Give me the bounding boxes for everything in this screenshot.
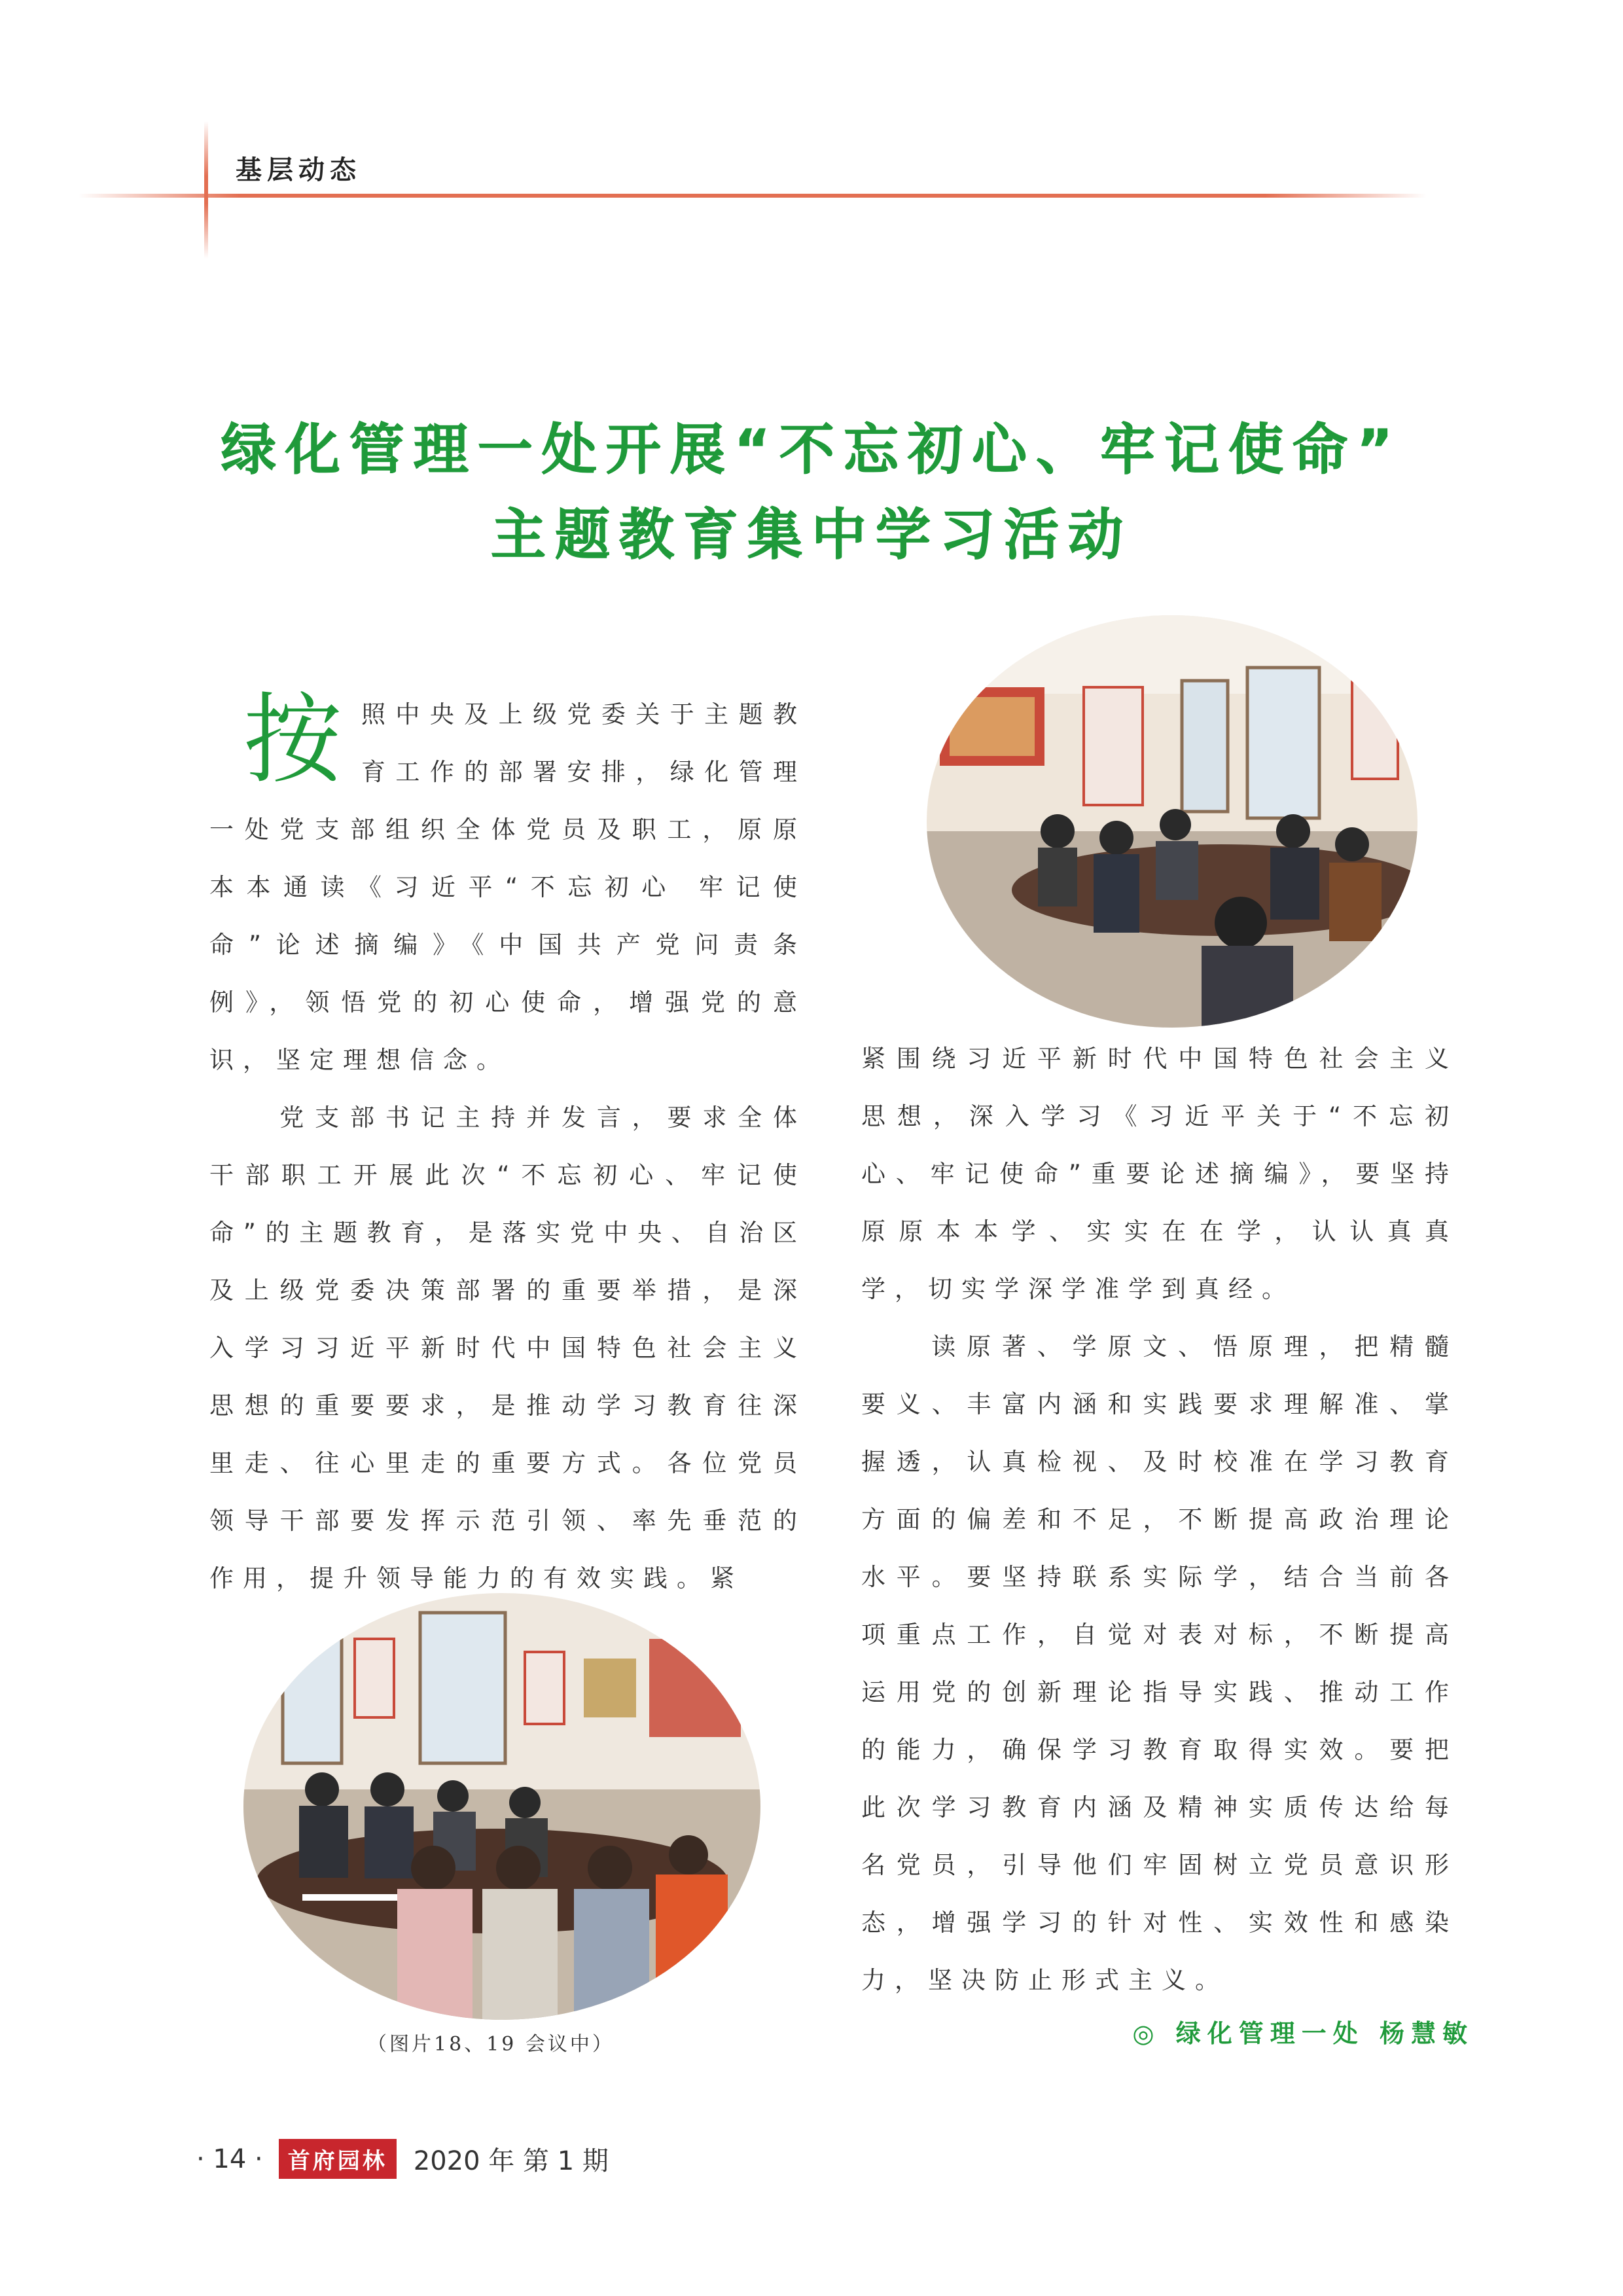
paragraph-1: 照中央及上级党委关于主题教育工作的部署安排，绿化管理一处党支部组织全体党员及职工，原原本本通读《习近平“不忘初心 牢记使命”论述摘编》《中国共产党问责条例》，领悟党的初心使命，增强党的意识，坚定理想信念。 xyxy=(209,700,806,1074)
author-credit: ◎ 绿化管理一处 杨慧敏 xyxy=(1132,2019,1474,2048)
paragraph-2-continued: 紧围绕习近平新时代中国特色社会主义思想，深入学习《习近平关于“不忘初心、牢记使命”重要论述摘编》，要坚持原原本本学、实实在在学，认认真真学，切实学深学准学到真经。 xyxy=(861,1045,1458,1303)
article-title-line2: 主题教育集中学习活动 xyxy=(490,503,1132,567)
paragraph-2: 党支部书记主持并发言，要求全体干部职工开展此次“不忘初心、牢记使命”的主题教育，是落实党中央、自治区及上级党委决策部署的重要举措，是深入学习习近平新时代中国特色社会主义思想的重要要求，是推动学习教育往深里走、往心里走的重要方式。各位党员领导干部要发挥示范引领、率先垂范的作用，提升领导能力的有效实践。紧 xyxy=(209,1103,806,1592)
magazine-logo: 首府园林 xyxy=(279,2139,397,2179)
right-column xyxy=(861,1030,1458,2009)
header-vertical-rule xyxy=(204,121,208,259)
dropcap: 按 xyxy=(243,683,342,797)
paragraph-3: 读原著、学原文、悟原理，把精髓要义、丰富内涵和实践要求理解准、掌握透，认真检视、及时校准在学习教育方面的偏差和不足，不断提高政治理论水平。要坚持联系实际学，结合当前各项重点工作，自觉对表对标，不断提高运用党的创新理论指导实践、推动工作的能力，确保学习教育取得实效。要把此次学习教育内涵及精神实质传达给每名党员，引导他们牢固树立党员意识形态，增强学习的针对性、实效性和感染力，坚决防止形式主义。 xyxy=(861,1333,1458,1994)
left-column xyxy=(209,683,806,1607)
page-footer xyxy=(196,2139,609,2179)
section-label: 基层动态 xyxy=(236,155,361,185)
page-number: · 14 · xyxy=(196,2144,263,2174)
meeting-photo-2 xyxy=(243,1593,760,2020)
photo-caption: （图片18、19 会议中） xyxy=(367,2033,615,2056)
header-rule xyxy=(79,194,1427,198)
article-title-line1: 绿化管理一处开展“不忘初心、牢记使命” xyxy=(221,418,1402,482)
issue-label: 2020 年 第 1 期 xyxy=(413,2146,609,2176)
meeting-photo-1 xyxy=(927,615,1418,1028)
